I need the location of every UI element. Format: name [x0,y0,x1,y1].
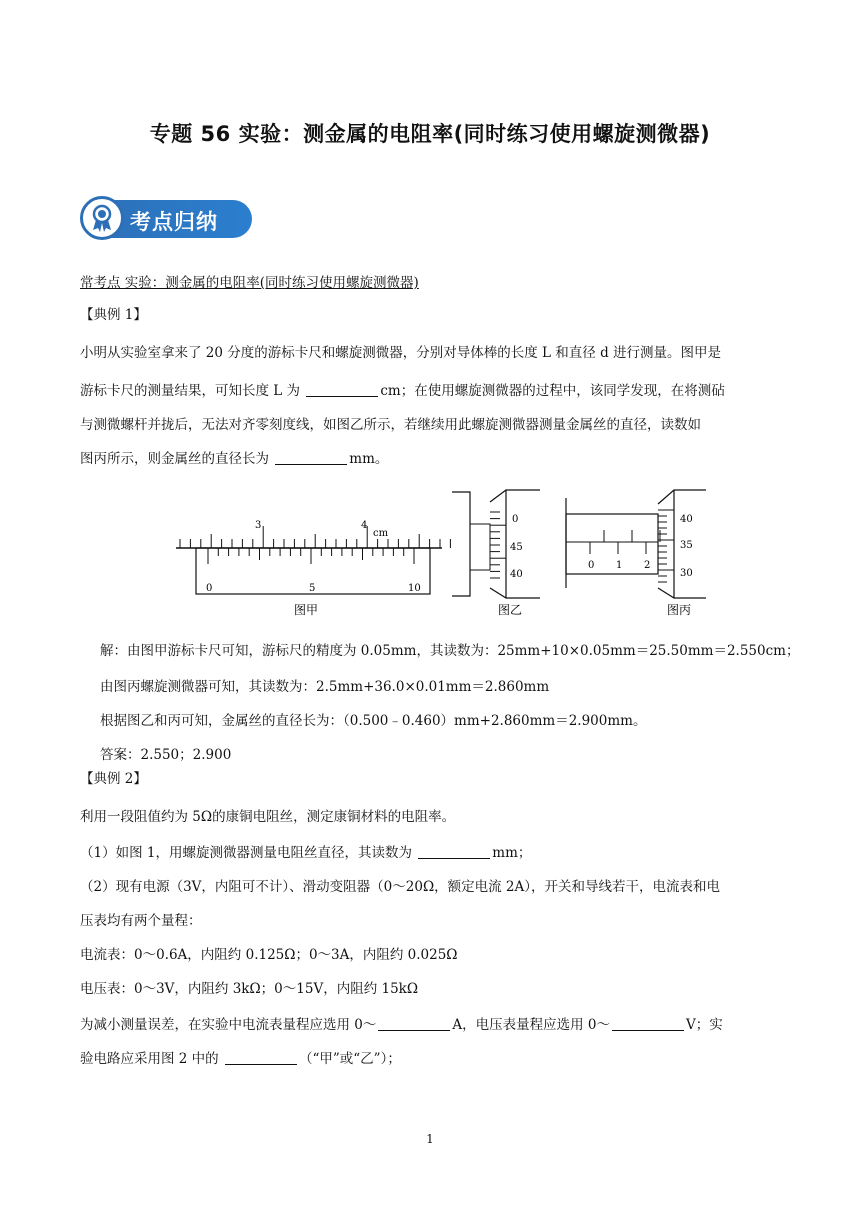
section-badge [80,196,252,242]
example2-question-line: 压表均有两个量程： [80,913,202,929]
example1-label: 【典例 1】 [80,307,147,323]
example1-question-line: 游标卡尺的测量结果，可知长度 L 为 cm；在使用螺旋测微器的过程中，该同学发现，在将测砧 [80,383,725,399]
section-heading: 常考点 实验：测金属的电阻率(同时练习使用螺旋测微器) [80,275,419,291]
thimble-label: 0 [512,514,519,525]
example2-intro: 利用一段阻值约为 5Ω的康铜电阻丝，测定康铜材料的电阻率。 [80,809,456,825]
sleeve-label: 0 [588,560,595,571]
example2-question-line: （1）如图 1，用螺旋测微器测量电阻丝直径，其读数为 mm； [80,845,532,861]
main-scale-label: 3 [255,520,262,531]
ammeter-spec: 电流表：0～0.6A，内阻约 0.125Ω；0～3A，内阻约 0.025Ω [80,947,458,963]
example2-question-line: 验电路应采用图 2 中的 （“甲”或“乙”）； [80,1051,401,1067]
award-ribbon-icon [80,196,124,240]
unit-label: cm [373,528,389,539]
answer-blank[interactable] [418,845,490,859]
measurement-figure [170,484,710,620]
voltmeter-spec: 电压表：0～3V，内阻约 3kΩ；0～15V，内阻约 15kΩ [80,981,419,997]
example2-question-line: （2）现有电源（3V，内阻可不计）、滑动变阻器（0～20Ω，额定电流 2A），开关和导线若干，电流表和电 [80,879,721,895]
solution-line: 根据图乙和丙可知，金属丝的直径长为：（0.500﹣0.460）mm+2.860mm＝2.900mm。 [100,713,647,729]
answer-blank[interactable] [225,1051,297,1065]
vernier-label: 5 [309,583,316,594]
page-title: 专题 56 实验：测金属的电阻率(同时练习使用螺旋测微器) [149,122,711,146]
badge-label: 考点归纳 [130,210,218,234]
figure-jia-label: 图甲 [294,603,319,617]
vernier-label: 0 [206,583,213,594]
figure-yi-label: 图乙 [498,603,523,617]
sleeve-label: 1 [616,560,623,571]
thimble-label: 45 [510,542,523,553]
thimble-label: 40 [680,514,693,525]
vernier-label: 10 [408,583,421,594]
thimble-label: 35 [680,540,693,551]
answer-blank[interactable] [275,451,347,465]
page-number: 1 [426,1132,434,1146]
solution-line: 由图丙螺旋测微器可知，其读数为：2.5mm+36.0×0.01mm＝2.860mm [100,679,550,695]
figure-bing-label: 图丙 [667,603,692,617]
vernier-caliper-diagram [176,520,450,617]
micrometer-zero-diagram [452,490,540,617]
micrometer-reading-diagram [566,490,706,617]
sleeve-label: 2 [644,560,651,571]
answer-line: 答案：2.550；2.900 [100,747,232,763]
thimble-label: 30 [680,568,693,579]
thimble-label: 40 [510,569,523,580]
answer-blank[interactable] [378,1017,450,1031]
answer-blank[interactable] [306,383,378,397]
example1-question-line: 与测微螺杆并拢后，无法对齐零刻度线，如图乙所示，若继续用此螺旋测微器测量金属丝的直径，读数如 [80,417,701,433]
solution-line: 解：由图甲游标卡尺可知，游标尺的精度为 0.05mm，其读数为：25mm+10×0.05mm＝25.50mm＝2.550cm； [100,643,800,659]
example1-question-line: 图丙所示，则金属丝的直径长为 mm。 [80,451,389,467]
answer-blank[interactable] [612,1017,684,1031]
example2-question-line: 为减小测量误差，在实验中电流表量程应选用 0～ A，电压表量程应选用 0～ V；实 [80,1017,723,1033]
main-scale-label: 4 [361,520,368,531]
example1-question-line: 小明从实验室拿来了 20 分度的游标卡尺和螺旋测微器，分别对导体棒的长度 L 和直径 d 进行测量。图甲是 [80,345,722,361]
example2-label: 【典例 2】 [80,771,147,787]
